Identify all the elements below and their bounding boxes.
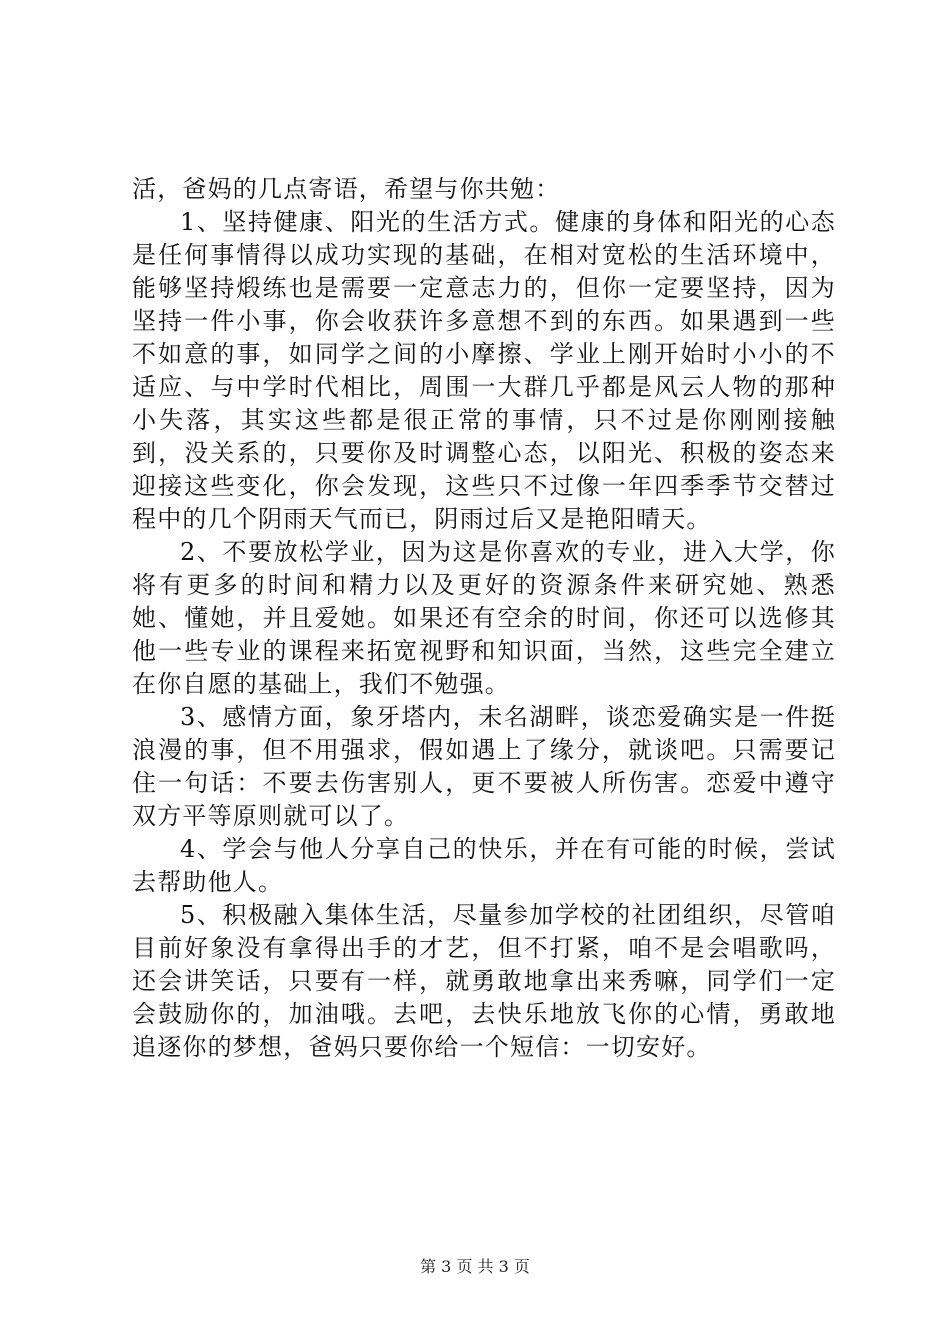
page-footer: 第 3 页 共 3 页 (420, 1257, 530, 1276)
paragraph-item-4: 4、学会与他人分享自己的快乐，并在有可能的时候，尝试去帮助他人。 (132, 835, 836, 896)
document-body (132, 173, 836, 1064)
paragraph-intro: 活，爸妈的几点寄语，希望与你共勉： (132, 175, 561, 203)
paragraph-item-5: 5、积极融入集体生活，尽量参加学校的社团组织，尽管咱目前好象没有拿得出手的才艺，但不打紧，咱不是会唱歌吗，还会讲笑话，只要有一样，就勇敢地拿出来秀嘛，同学们一定会鼓励你的，加油哦。去吧，去快乐地放飞你的心情，勇敢地追逐你的梦想，爸妈只要你给一个短信：一切安好。 (132, 901, 836, 1061)
paragraph-item-1: 1、坚持健康、阳光的生活方式。健康的身体和阳光的心态是任何事情得以成功实现的基础，在相对宽松的生活环境中，能够坚持煅练也是需要一定意志力的，但你一定要坚持，因为坚持一件小事，你会收获许多意想不到的东西。如果遇到一些不如意的事，如同学之间的小摩擦、学业上刚开始时小小的不适应、与中学时代相比，周围一大群几乎都是风云人物的那种小失落，其实这些都是很正常的事情，只不过是你刚刚接触到，没关系的，只要你及时调整心态，以阳光、积极的姿态来迎接这些变化，你会发现，这些只不过像一年四季季节交替过程中的几个阴雨天气而已，阴雨过后又是艳阳晴天。 (132, 208, 836, 533)
paragraph-item-2: 2、不要放松学业，因为这是你喜欢的专业，进入大学，你将有更多的时间和精力以及更好的资源条件来研究她、熟悉她、懂她，并且爱她。如果还有空余的时间，你还可以选修其他一些专业的课程来拓宽视野和知识面，当然，这些完全建立在你自愿的基础上，我们不勉强。 (132, 538, 836, 698)
paragraph-item-3: 3、感情方面，象牙塔内，未名湖畔，谈恋爱确实是一件挺浪漫的事，但不用强求，假如遇上了缘分，就谈吧。只需要记住一句话：不要去伤害别人，更不要被人所伤害。恋爱中遵守双方平等原则就可以了。 (132, 703, 836, 830)
